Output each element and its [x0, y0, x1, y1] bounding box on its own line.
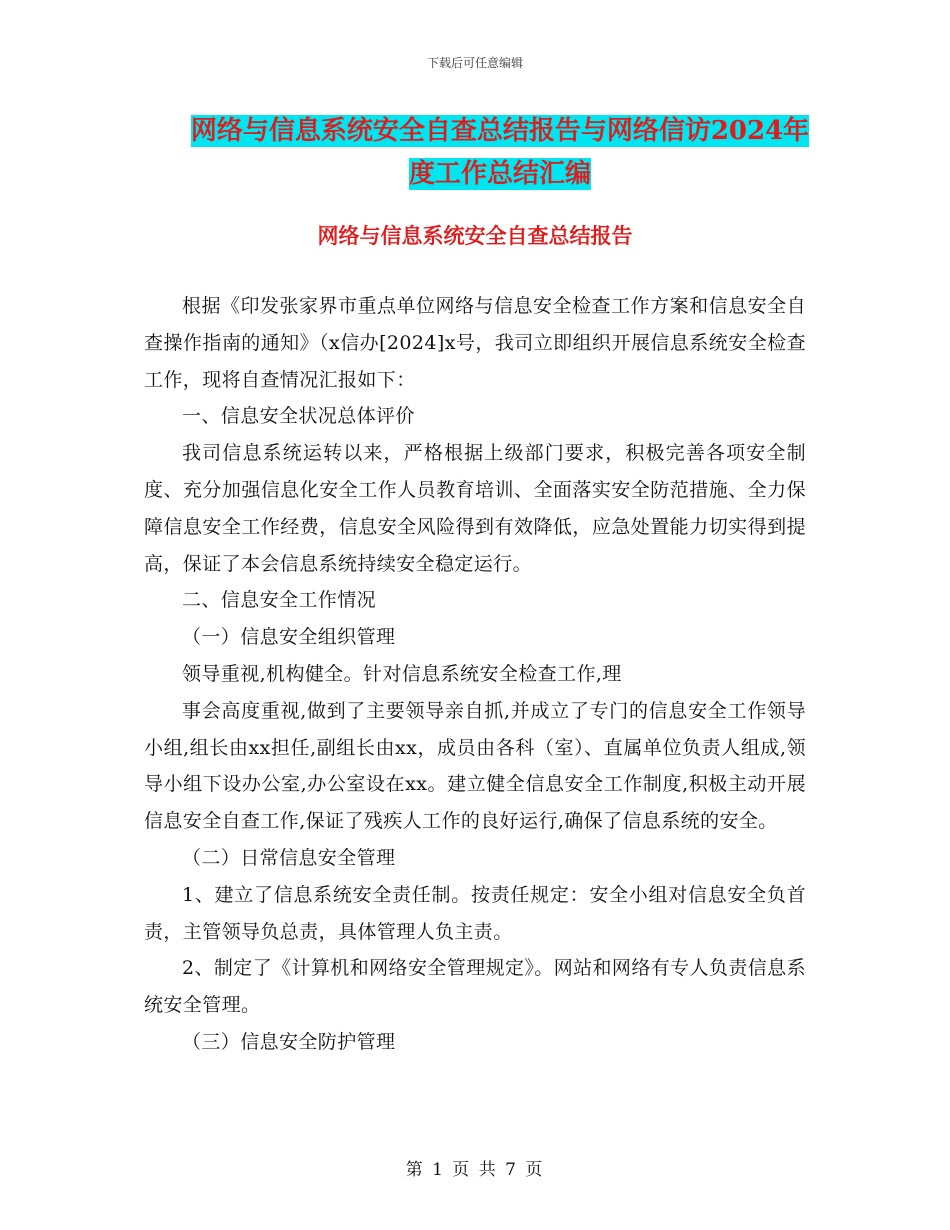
paragraph-evaluation: 我司信息系统运转以来，严格根据上级部门要求，积极完善各项安全制度、充分加强信息化安全工作人员教育培训、全面落实安全防范措施、全力保障信息安全工作经费，信息安全风险得到有效降低，应急处置能力切实得到提高，保证了本会信息系统持续安全稳定运行。 — [144, 442, 806, 575]
paragraph-leadership: 领导重视,机构健全。针对信息系统安全检查工作,理 — [182, 662, 622, 685]
paragraph-intro: 根据《印发张家界市重点单位网络与信息安全检查工作方案和信息安全自查操作指南的通知》（x信办[2024]x号，我司立即组织开展信息系统安全检查工作，现将自查情况汇报如下： — [144, 295, 806, 391]
paragraph-item-1: 1、建立了信息系统安全责任制。按责任规定：安全小组对信息安全负首责，主管领导负总责，具体管理人负主责。 — [144, 883, 806, 943]
heading-section-2: 二、信息安全工作情况 — [182, 589, 377, 612]
document-title-line-2 — [140, 156, 860, 192]
document-body — [144, 288, 806, 1061]
title-text-2: 度工作总结汇编 — [408, 159, 591, 189]
title-text-1: 网络与信息系统安全自查总结报告与网络信访2024年 — [190, 116, 810, 146]
header-note: 下载后可任意编辑 — [426, 56, 523, 70]
heading-subsection-3: （三）信息安全防护管理 — [182, 1030, 396, 1053]
heading-section-1: 一、信息安全状况总体评价 — [182, 405, 415, 428]
page-footer: 第 1 页 共 7 页 — [405, 1160, 545, 1180]
section-title: 网络与信息系统安全自查总结报告 — [317, 223, 633, 248]
heading-subsection-1: （一）信息安全组织管理 — [182, 626, 396, 649]
document-title-line-1 — [140, 113, 860, 149]
paragraph-item-2: 2、制定了《计算机和网络安全管理规定》。网站和网络有专人负责信息系统安全管理。 — [144, 957, 806, 1017]
heading-subsection-2: （二）日常信息安全管理 — [182, 846, 396, 869]
paragraph-organization: 事会高度重视,做到了主要领导亲自抓,并成立了专门的信息安全工作领导小组,组长由xx担任,副组长由xx，成员由各科（室）、直属单位负责人组成,领导小组下设办公室,办公室设在xx。建立健全信息安全工作制度,积极主动开展信息安全自查工作,保证了残疾人工作的良好运行,确保了信息系统的安全。 — [144, 699, 806, 833]
